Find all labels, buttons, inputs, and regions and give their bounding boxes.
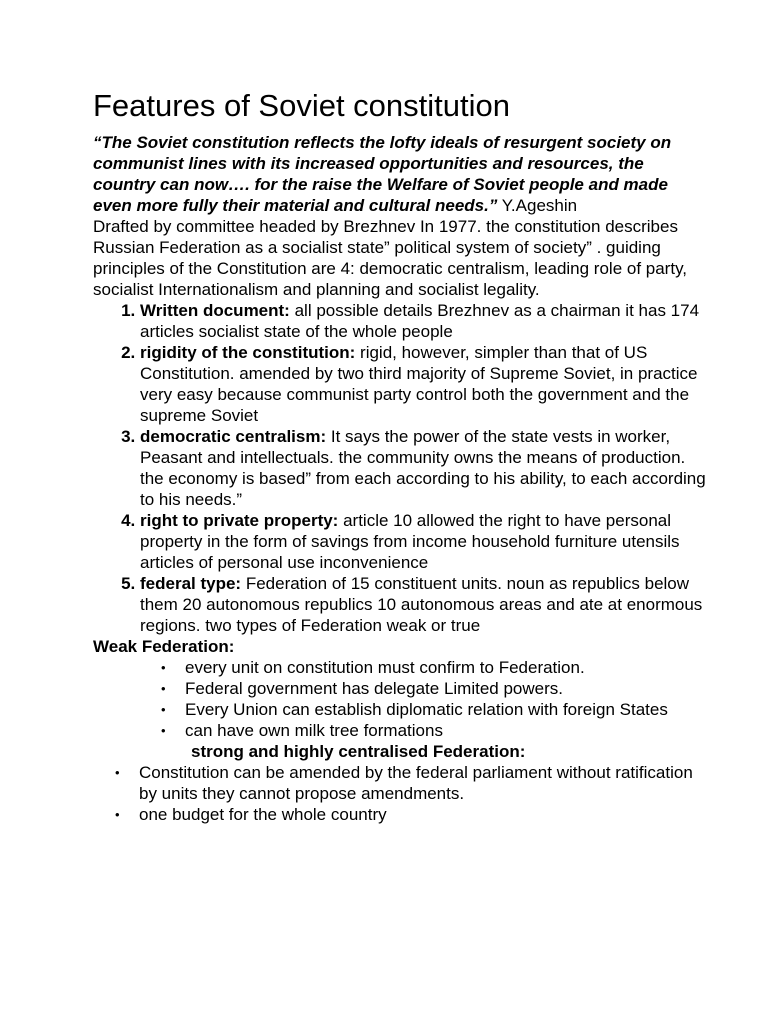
feature-heading: rigidity of the constitution: [140,343,356,362]
list-item [140,426,708,510]
weak-federation-heading: Weak Federation: [93,637,235,656]
quote-paragraph [93,132,708,216]
strong-federation-heading: strong and highly centralised Federation: [191,742,526,761]
feature-description: Federation of 15 constituent units. noun as republics below them 20 autonomous republics 10 autonomous areas and ate at enormous regions. two types of Federation weak or true [140,574,703,635]
quote-text: “The Soviet constitution reflects the lofty ideals of resurgent society on communist lines with its increased opportunities and resources, the country can now…. for the raise the Welfare of Soviet people and made even more fully their material and cultural needs.” [93,133,672,215]
list-item: • can have own milk tree formations [185,720,708,741]
list-item: • every unit on constitution must confirm to Federation. [185,657,708,678]
feature-description: rigid, however, simpler than that of US Constitution. amended by two third majority of Supreme Soviet, in practice very easy because communist party control both the government and the supreme Soviet [140,343,698,425]
list-item: • Federal government has delegate Limited powers. [185,678,708,699]
feature-heading: Written document: [140,301,290,320]
feature-heading: federal type: [140,574,242,593]
feature-description: all possible details Brezhnev as a chairman it has 174 articles socialist state of the whole people [140,301,700,341]
intro-paragraph: Drafted by committee headed by Brezhnev In 1977. the constitution describes Russian Federation as a socialist state” political system of society” . guiding principles of the Constitution are 4: democratic centralism, leading role of party, socialist Internationalism and planning and socialist legality. [93,217,688,299]
list-item [140,510,708,573]
weak-federation-list [93,657,708,741]
list-item: • one budget for the whole country [139,804,708,825]
list-item: • Every Union can establish diplomatic relation with foreign States [185,699,708,720]
feature-description: article 10 allowed the right to have personal property in the form of savings from income household furniture utensils articles of personal use inconvenience [140,511,680,572]
strong-federation-list [93,762,708,825]
list-item [140,300,708,342]
features-list [93,300,708,636]
list-item [140,573,708,636]
list-item [140,342,708,426]
list-item: • Constitution can be amended by the federal parliament without ratification by units they cannot propose amendments. [139,762,708,804]
quote-author: Y.Ageshin [497,196,578,215]
page-title: Features of Soviet constitution [93,88,511,123]
feature-heading: democratic centralism: [140,427,327,446]
feature-description: It says the power of the state vests in worker, Peasant and intellectuals. the community owns the means of production. the economy is based” from each according to his ability, to each according to his needs.” [140,427,706,509]
feature-heading: right to private property: [140,511,339,530]
